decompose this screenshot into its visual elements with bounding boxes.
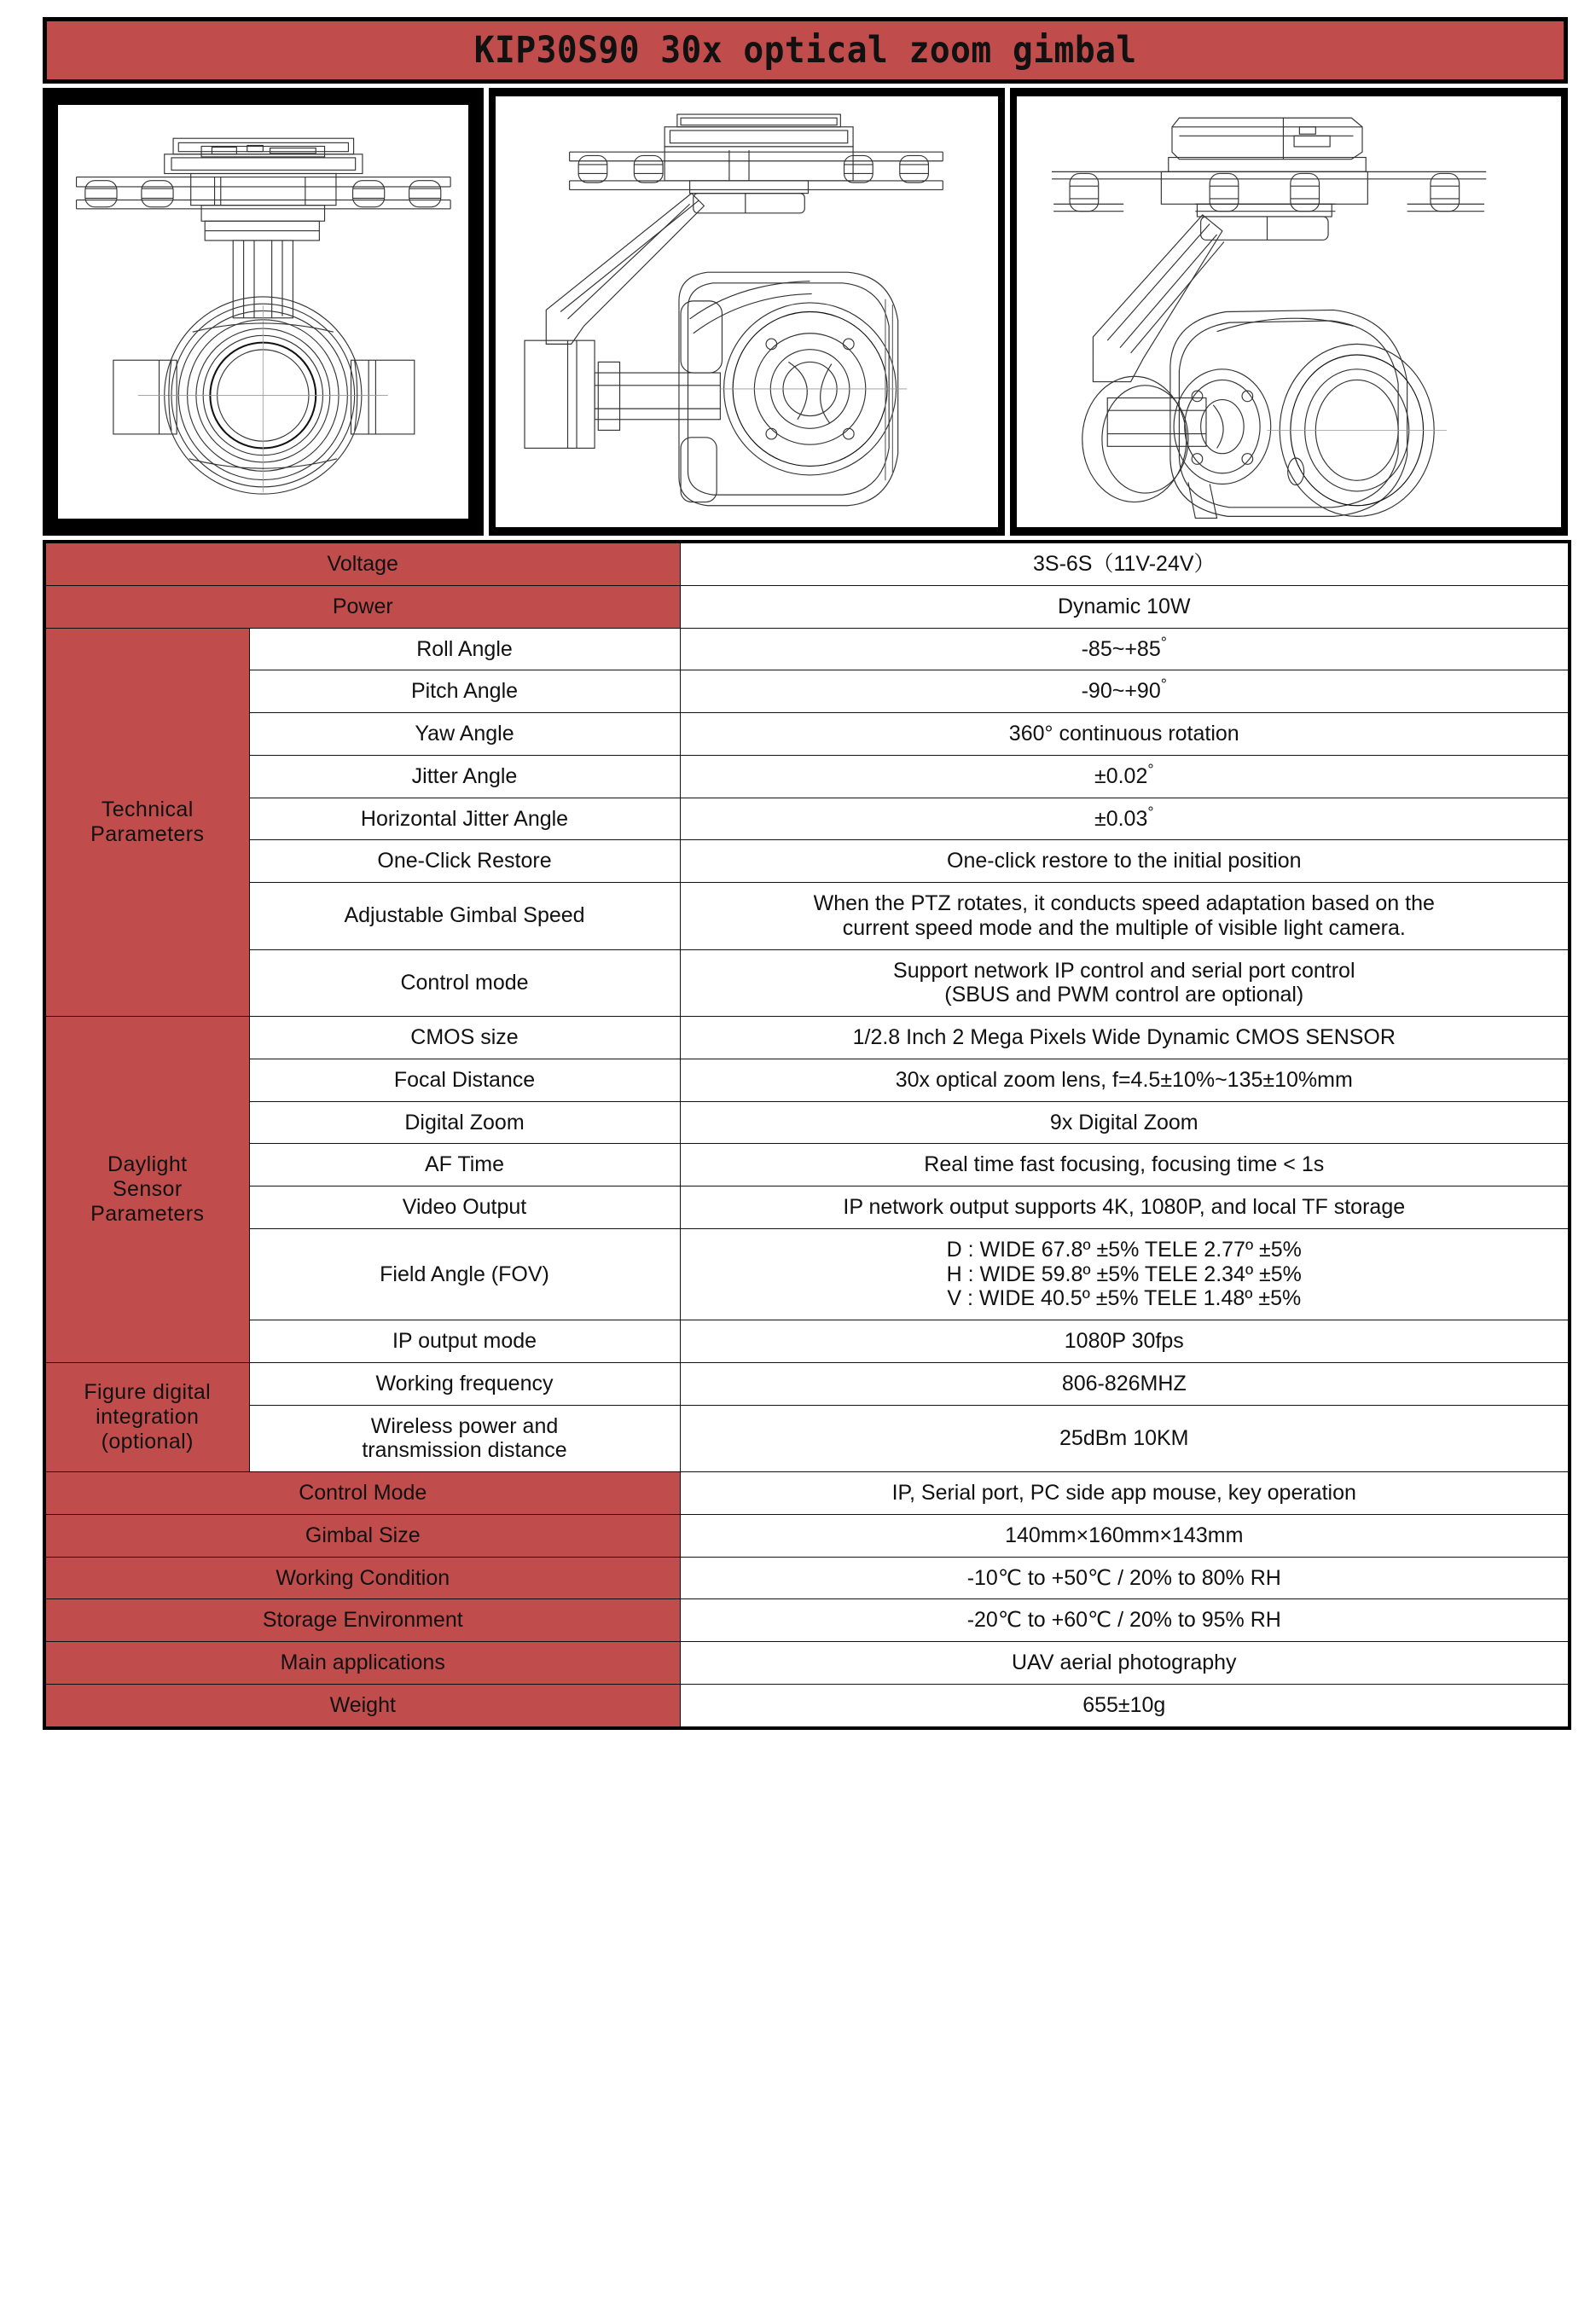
side-view-canvas [496, 96, 999, 527]
row-label-adjustable-gimbal-speed: Adjustable Gimbal Speed [249, 883, 680, 950]
table-row-af-time [44, 1144, 1570, 1187]
degree-symbol: ° [1147, 804, 1154, 821]
degree-symbol: ° [1147, 761, 1154, 779]
table-row-adjustable-gimbal-speed [44, 883, 1570, 950]
row-value-focal-distance: 30x optical zoom lens, f=4.5±10%~135±10%mm [680, 1059, 1570, 1101]
table-row-pitch-angle [44, 670, 1570, 713]
front-view-canvas [58, 105, 468, 519]
table-row-control-mode [44, 1472, 1570, 1515]
row-label-weight: Weight [44, 1684, 680, 1727]
page-title: KIP30S90 30x optical zoom gimbal [473, 29, 1137, 72]
row-value-roll-angle: -85~+85° [680, 628, 1570, 670]
table-row-control-mode-technical [44, 949, 1570, 1017]
value-line-2: current speed mode and the multiple of visible light camera. [842, 915, 1406, 940]
table-row-ip-output-mode [44, 1320, 1570, 1363]
row-value-working-condition: -10℃ to +50℃ / 20% to 80% RH [680, 1557, 1570, 1599]
group-label-technical-parameters [44, 628, 249, 1017]
fov-horizontal: H : WIDE 59.8º ±5% TELE 2.34º ±5% [946, 1262, 1302, 1286]
row-label-control-mode-technical: Control mode [249, 949, 680, 1017]
table-row-weight [44, 1684, 1570, 1727]
table-row-storage-environment [44, 1599, 1570, 1642]
table-row-focal-distance [44, 1059, 1570, 1101]
row-label-cmos-size: CMOS size [249, 1017, 680, 1059]
row-value-working-frequency: 806-826MHZ [680, 1362, 1570, 1405]
group-label-daylight-line3: Parameters [90, 1201, 205, 1226]
table-row-working-condition [44, 1557, 1570, 1599]
row-value-jitter-angle: ±0.02° [680, 755, 1570, 798]
row-value-adjustable-gimbal-speed [680, 883, 1570, 950]
value-line-2: (SBUS and PWM control are optional) [944, 983, 1304, 1007]
row-label-storage-environment: Storage Environment [44, 1599, 680, 1642]
row-label-focal-distance: Focal Distance [249, 1059, 680, 1101]
table-row-digital-zoom [44, 1101, 1570, 1144]
table-row-working-frequency [44, 1362, 1570, 1405]
gimbal-iso-view-drawing [1017, 96, 1561, 527]
row-label-yaw-angle: Yaw Angle [249, 713, 680, 756]
row-value-one-click-restore: One-click restore to the initial position [680, 840, 1570, 883]
group-label-figure-line1: Figure digital [84, 1380, 212, 1405]
product-image-iso-view [1010, 88, 1568, 536]
product-image-gallery [43, 88, 1568, 536]
row-label-roll-angle: Roll Angle [249, 628, 680, 670]
table-row-field-angle-fov [44, 1228, 1570, 1320]
row-value-control-mode: IP, Serial port, PC side app mouse, key operation [680, 1472, 1570, 1515]
group-label-figure-digital-integration [44, 1362, 249, 1471]
group-label-technical-line1: Technical [101, 798, 194, 821]
row-label-power: Power [44, 585, 680, 628]
row-label-working-frequency: Working frequency [249, 1362, 680, 1405]
row-value-digital-zoom: 9x Digital Zoom [680, 1101, 1570, 1144]
group-label-figure-line3: (optional) [101, 1429, 194, 1453]
row-value-ip-output-mode: 1080P 30fps [680, 1320, 1570, 1363]
degree-symbol: ° [1160, 676, 1167, 693]
group-label-daylight-line1: Daylight [107, 1152, 188, 1177]
group-label-daylight-line2: Sensor [112, 1177, 183, 1201]
label-line-2: transmission distance [362, 1438, 567, 1463]
degree-symbol: ° [1160, 634, 1167, 652]
row-value-video-output: IP network output supports 4K, 1080P, and local TF storage [680, 1187, 1570, 1229]
table-row-cmos-size [44, 1017, 1570, 1059]
row-label-control-mode: Control Mode [44, 1472, 680, 1515]
row-label-gimbal-size: Gimbal Size [44, 1514, 680, 1557]
row-value-field-angle-fov [680, 1228, 1570, 1320]
table-row-horizontal-jitter-angle [44, 798, 1570, 840]
table-row-voltage [44, 542, 1570, 585]
row-label-field-angle-fov: Field Angle (FOV) [249, 1228, 680, 1320]
row-label-horizontal-jitter-angle: Horizontal Jitter Angle [249, 798, 680, 840]
row-value-control-mode-technical [680, 949, 1570, 1017]
fov-diagonal: D : WIDE 67.8º ±5% TELE 2.77º ±5% [946, 1237, 1302, 1262]
row-label-one-click-restore: One-Click Restore [249, 840, 680, 883]
row-label-video-output: Video Output [249, 1187, 680, 1229]
row-label-ip-output-mode: IP output mode [249, 1320, 680, 1363]
row-value-gimbal-size: 140mm×160mm×143mm [680, 1514, 1570, 1557]
row-label-pitch-angle: Pitch Angle [249, 670, 680, 713]
product-image-front-view [43, 88, 484, 536]
group-label-figure-line2: integration [96, 1405, 200, 1429]
table-row-jitter-angle [44, 755, 1570, 798]
iso-view-canvas [1017, 96, 1561, 527]
row-value-af-time: Real time fast focusing, focusing time < 1s [680, 1144, 1570, 1187]
value-line-1: Support network IP control and serial port control [893, 958, 1355, 983]
gimbal-front-view-drawing [58, 105, 468, 519]
row-value-horizontal-jitter-angle: ±0.03° [680, 798, 1570, 840]
row-label-jitter-angle: Jitter Angle [249, 755, 680, 798]
page-title-bar [43, 17, 1568, 84]
table-row-video-output [44, 1187, 1570, 1229]
table-row-wireless-power-distance [44, 1405, 1570, 1472]
group-label-daylight-sensor-parameters [44, 1017, 249, 1363]
group-label-technical-line2: Parameters [90, 821, 205, 846]
product-image-side-view [489, 88, 1006, 536]
table-row-power [44, 585, 1570, 628]
row-label-af-time: AF Time [249, 1144, 680, 1187]
row-label-voltage: Voltage [44, 542, 680, 585]
fov-vertical: V : WIDE 40.5º ±5% TELE 1.48º ±5% [947, 1286, 1302, 1311]
row-value-wireless-power-distance: 25dBm 10KM [680, 1405, 1570, 1472]
table-row-gimbal-size [44, 1514, 1570, 1557]
label-line-1: Wireless power and [370, 1413, 559, 1438]
value-line-1: When the PTZ rotates, it conducts speed adaptation based on the [813, 891, 1435, 915]
row-value-power: Dynamic 10W [680, 585, 1570, 628]
row-label-main-applications: Main applications [44, 1642, 680, 1685]
table-row-main-applications [44, 1642, 1570, 1685]
row-value-main-applications: UAV aerial photography [680, 1642, 1570, 1685]
row-value-storage-environment: -20℃ to +60℃ / 20% to 95% RH [680, 1599, 1570, 1642]
row-value-pitch-angle: -90~+90° [680, 670, 1570, 713]
row-label-digital-zoom: Digital Zoom [249, 1101, 680, 1144]
row-value-cmos-size: 1/2.8 Inch 2 Mega Pixels Wide Dynamic CMOS SENSOR [680, 1017, 1570, 1059]
gimbal-side-view-drawing [496, 96, 999, 527]
table-row-roll-angle [44, 628, 1570, 670]
row-value-weight: 655±10g [680, 1684, 1570, 1727]
table-row-yaw-angle [44, 713, 1570, 756]
row-label-working-condition: Working Condition [44, 1557, 680, 1599]
table-row-one-click-restore [44, 840, 1570, 883]
specifications-table [43, 540, 1571, 1730]
row-value-voltage: 3S-6S（11V-24V） [680, 542, 1570, 585]
row-label-wireless-power-distance [249, 1405, 680, 1472]
row-value-yaw-angle: 360° continuous rotation [680, 713, 1570, 756]
